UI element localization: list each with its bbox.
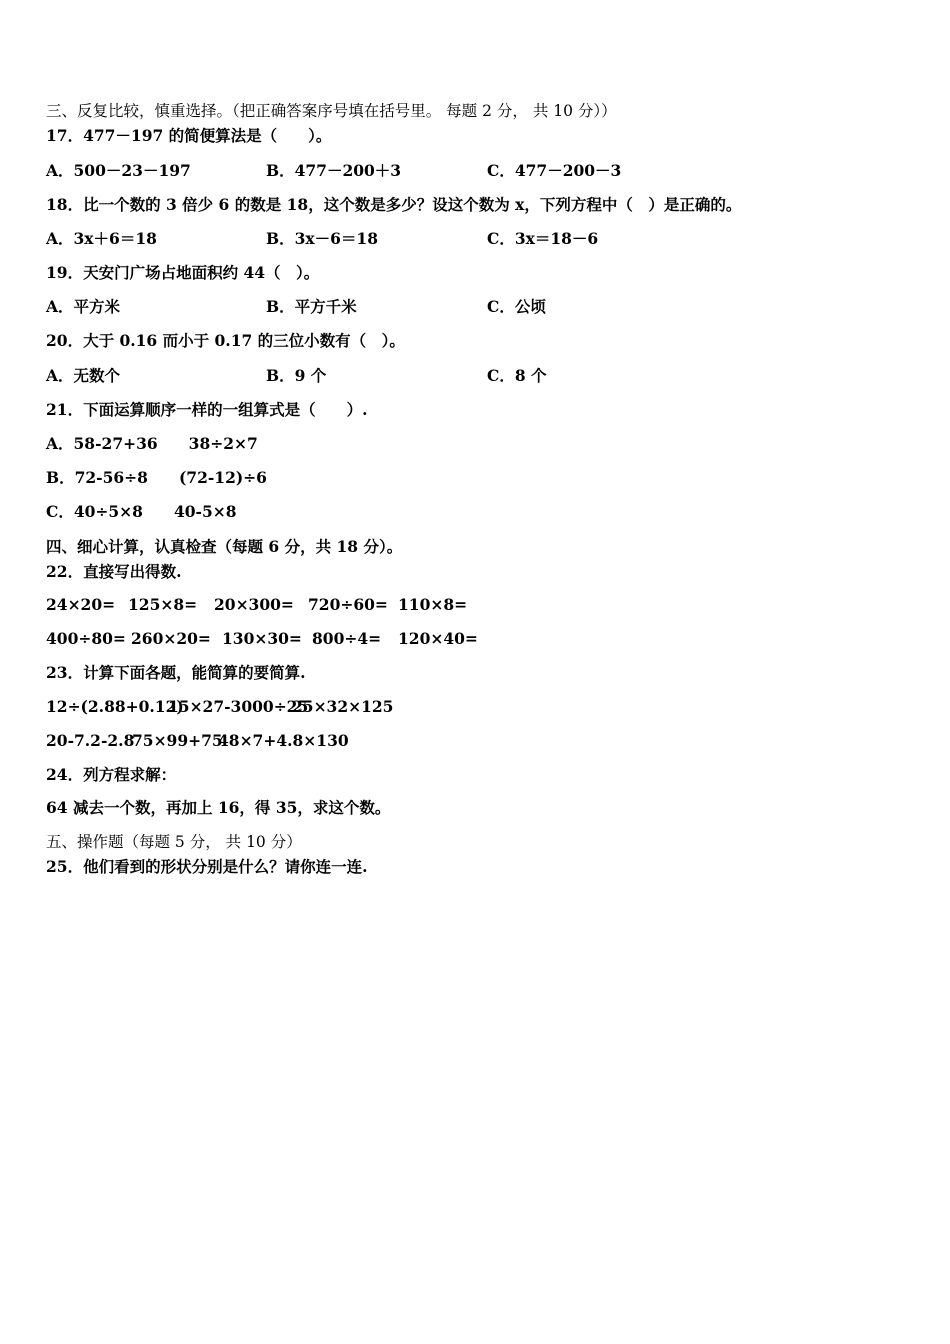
q18-stem: 18．比一个数的 3 倍少 6 的数是 18，这个数是多少？设这个数为 x，下列方程中（ ）是正确的。: [46, 195, 742, 214]
section-5-header: 五、操作题（每题 5 分， 共 10 分）: [46, 833, 302, 851]
q17-option-a: A．500－23－197: [46, 161, 191, 180]
q24-stem: 24．列方程求解：: [46, 765, 177, 784]
q22-item: 20×300=: [214, 595, 294, 614]
q19-option-b: B．平方千米: [266, 297, 357, 316]
q18-option-b: B．3x－6＝18: [266, 229, 378, 248]
q23-item: 15×27-3000÷25: [168, 697, 309, 716]
q22-item: 110×8=: [398, 595, 468, 614]
q23-item: 20-7.2-2.8: [46, 731, 135, 750]
q22-stem: 22．直接写出得数.: [46, 562, 182, 581]
q22-item: 24×20=: [46, 595, 116, 614]
q23-item: 12÷(2.88+0.12): [46, 697, 184, 716]
q19-stem: 19．天安门广场占地面积约 44（ ）。: [46, 263, 320, 282]
q17-option-c: C．477－200－3: [487, 161, 622, 180]
q18-option-c: C．3x＝18－6: [487, 229, 599, 248]
section-4-header: 四、细心计算，认真检查（每题 6 分，共 18 分）。: [46, 537, 403, 556]
q21-stem: 21．下面运算顺序一样的一组算式是（ ）.: [46, 400, 368, 419]
section-3-header: 三、反复比较，慎重选择。（把正确答案序号填在括号里。 每题 2 分， 共 10 分））: [46, 102, 617, 120]
q22-item: 260×20=: [131, 629, 211, 648]
q23-stem: 23．计算下面各题，能简算的要简算.: [46, 663, 306, 682]
q22-item: 130×30=: [222, 629, 302, 648]
q20-stem: 20．大于 0.16 而小于 0.17 的三位小数有（ ）。: [46, 331, 405, 350]
q22-item: 125×8=: [128, 595, 198, 614]
q21-option-c: C．40÷5×8 40-5×8: [46, 502, 237, 521]
q23-item: 48×7+4.8×130: [218, 731, 349, 750]
q19-option-a: A．平方米: [46, 297, 121, 316]
q22-item: 720÷60=: [308, 595, 388, 614]
q23-item: 25×32×125: [292, 697, 394, 716]
q23-item: 75×99+75: [132, 731, 223, 750]
q25-stem: 25．他们看到的形状分别是什么？请你连一连.: [46, 857, 368, 876]
q20-option-b: B．9 个: [266, 366, 327, 385]
q20-option-c: C．8 个: [487, 366, 547, 385]
q22-item: 120×40=: [398, 629, 478, 648]
q22-item: 400÷80=: [46, 629, 126, 648]
q17-stem: 17．477－197 的简便算法是（ ）。: [46, 126, 332, 145]
q22-item: 800÷4=: [312, 629, 382, 648]
q17-option-b: B．477－200＋3: [266, 161, 402, 180]
q20-option-a: A．无数个: [46, 366, 121, 385]
q21-option-a: A．58-27+36 38÷2×7: [46, 434, 258, 453]
q19-option-c: C．公顷: [487, 297, 546, 316]
q21-option-b: B．72-56÷8 (72-12)÷6: [46, 468, 267, 487]
q24-body: 64 减去一个数，再加上 16，得 35，求这个数。: [46, 798, 391, 817]
q18-option-a: A．3x＋6＝18: [46, 229, 157, 248]
